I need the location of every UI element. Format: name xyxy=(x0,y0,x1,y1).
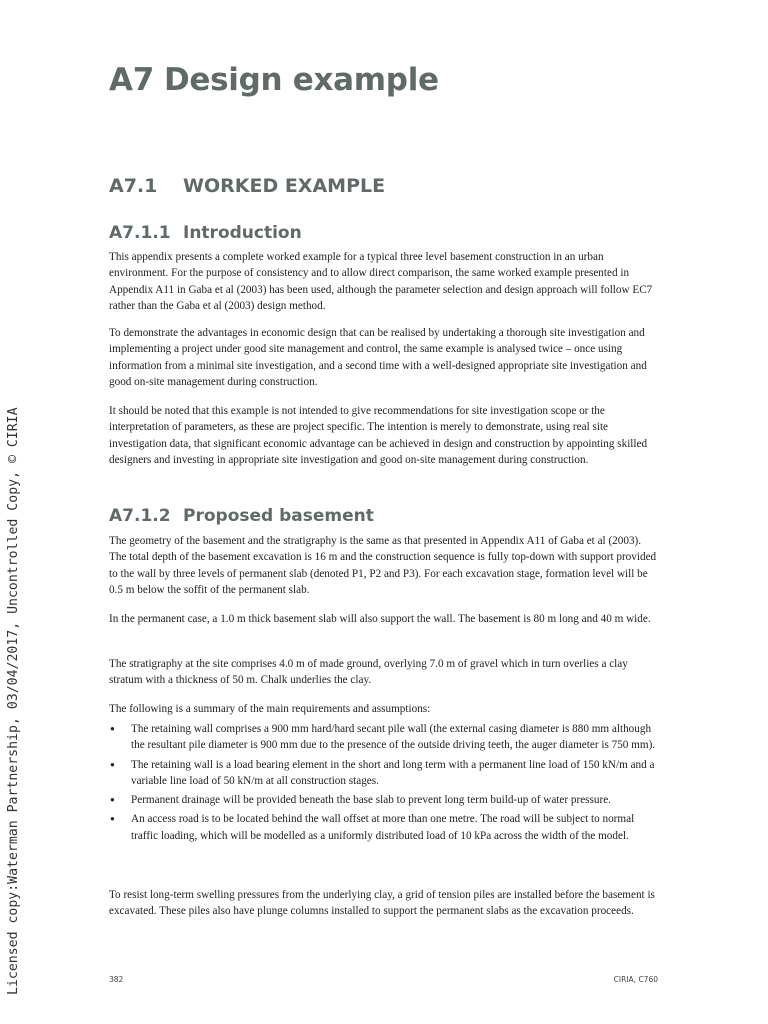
chapter-title: Design example xyxy=(163,62,439,98)
license-watermark xyxy=(0,0,24,1024)
chapter-heading xyxy=(109,62,439,98)
watermark-text: Licensed copy:Waterman Partnership, 03/04/2017, Uncontrolled Copy, © CIRIA xyxy=(6,407,21,995)
page-number: 382 xyxy=(109,975,124,984)
section-heading xyxy=(109,175,385,197)
basement-paragraph-2: In the permanent case, a 1.0 m thick basement slab will also support the wall. The basement is 80 m long and 40 m wide. xyxy=(109,613,651,625)
list-item: ● Permanent drainage will be provided beneath the base slab to prevent long term build-up of water pressure. xyxy=(109,792,661,808)
intro-paragraph-2: To demonstrate the advantages in economic design that can be realised by undertaking a thorough site investigation and implementing a project under good site management and control, the same example is analysed twice – once using information from a minimal site investigation, and a second time with a well-designed appropriate site investigation and good on-site management during construction. xyxy=(109,327,647,388)
section-title: WORKED EXAMPLE xyxy=(183,175,386,197)
list-item: ● The retaining wall is a load bearing element in the short and long term with a permanent line load of 150 kN/m and a variable line load of 50 kN/m at all construction stages. xyxy=(109,757,661,790)
chapter-number: A7 xyxy=(109,62,154,98)
subsection-heading-introduction xyxy=(109,223,302,243)
basement-paragraph-1: The geometry of the basement and the stratigraphy is the same as that presented in Appendix A11 of Gaba et al (2003). The total depth of the basement excavation is 16 m and the construction sequence is fully top-down with support provided to the wall by three levels of permanent slab (denoted P1, P2 and P3). For each excavation stage, formation level will be 0.5 m below the soffit of the permanent slab. xyxy=(109,535,657,596)
list-item: ● The retaining wall comprises a 900 mm hard/hard secant pile wall (the external casing diameter is 880 mm although the resultant pile diameter is 900 mm due to the presence of the outside driving teeth, the auger diameter is 750 mm). xyxy=(109,721,661,754)
publication-reference: CIRIA, C760 xyxy=(613,975,658,984)
requirements-list xyxy=(109,721,661,847)
list-item: ● An access road is to be located behind the wall offset at more than one metre. The road will be subject to normal traffic loading, which will be modelled as a uniformly distributed load of 10 kPa across the width of the model. xyxy=(109,811,661,844)
basement-paragraph-5: To resist long-term swelling pressures from the underlying clay, a grid of tension piles are installed before the basement is excavated. These piles also have plunge columns installed to support the permanent slabs as the excavation proceeds. xyxy=(109,889,655,918)
subsection-title: Proposed basement xyxy=(183,506,374,526)
section-number: A7.1 xyxy=(109,175,158,197)
subsection-heading-proposed-basement xyxy=(109,506,374,526)
subsection-title: Introduction xyxy=(183,223,302,243)
intro-paragraph-1: This appendix presents a complete worked example for a typical three level basement construction in an urban environment. For the purpose of consistency and to allow direct comparison, the same worked example presented in Appendix A11 in Gaba et al (2003) has been used, although the parameter selection and design approach will follow EC7 rather than the Gaba et al (2003) design method. xyxy=(109,251,653,312)
subsection-number: A7.1.1 xyxy=(109,223,171,243)
basement-paragraph-4: The following is a summary of the main requirements and assumptions: xyxy=(109,703,431,715)
basement-paragraph-3: The stratigraphy at the site comprises 4.0 m of made ground, overlying 7.0 m of gravel which in turn overlies a clay stratum with a thickness of 50 m. Chalk underlies the clay. xyxy=(109,658,628,687)
subsection-number: A7.1.2 xyxy=(109,506,171,526)
intro-paragraph-3: It should be noted that this example is not intended to give recommendations for site investigation scope or the interpretation of parameters, as these are project specific. The intention is merely to demonstrate, using real site investigation data, that significant economic advantage can be achieved in design and construction by appointing skilled designers and investing in appropriate site investigation and good on-site management during construction. xyxy=(109,405,648,466)
